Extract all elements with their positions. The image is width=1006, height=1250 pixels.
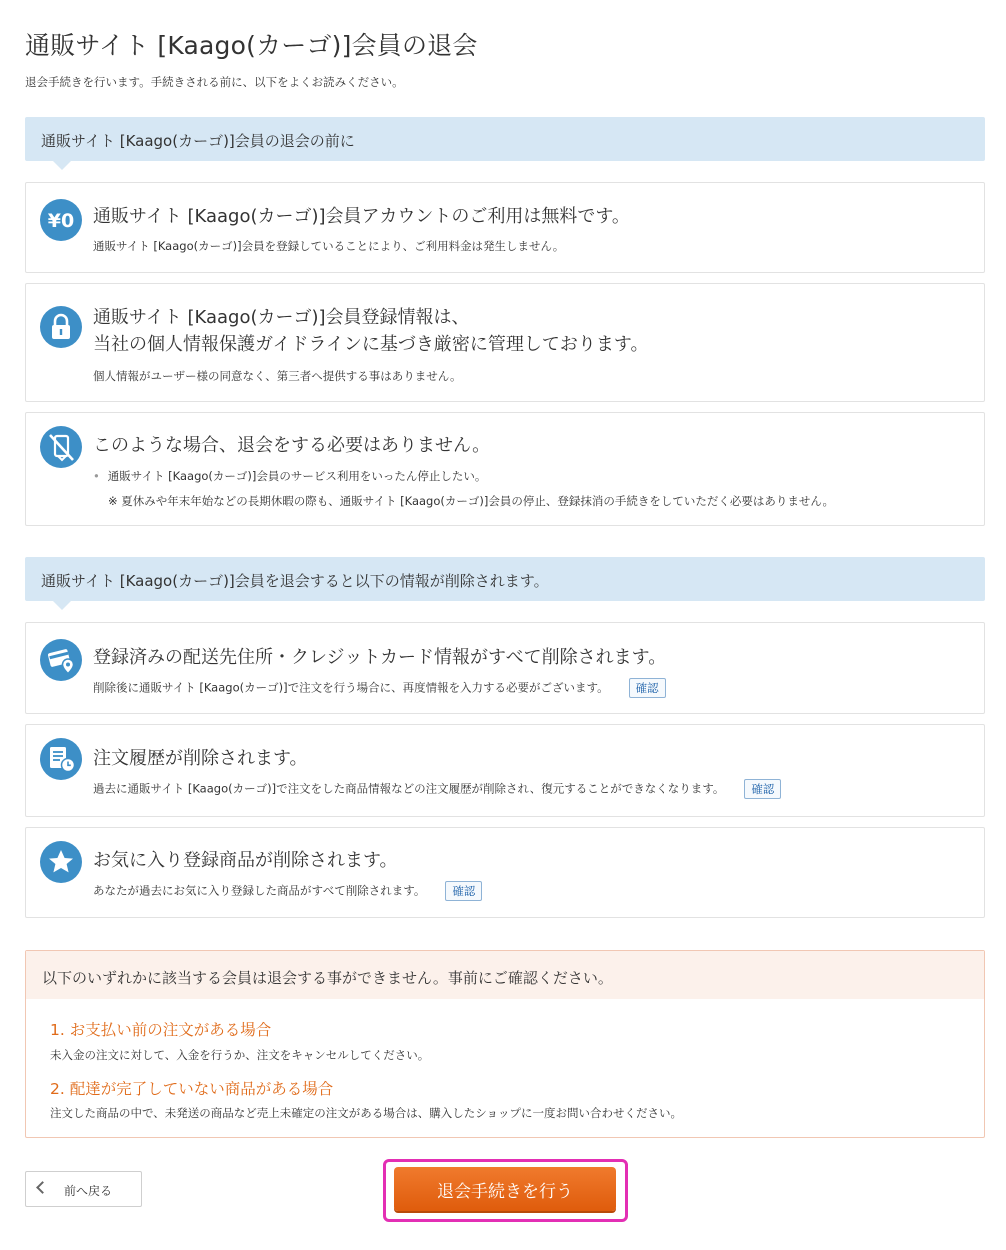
restriction-title: 2. 配達が完了していない商品がある場合 (50, 1080, 334, 1098)
card-address-icon (40, 639, 82, 681)
chevron-left-icon (36, 1181, 49, 1194)
confirm-order-history-button[interactable]: 確認 (744, 779, 781, 799)
section-deleted-info-header (25, 557, 985, 601)
card-description: 削除後に通販サイト [Kaago(カーゴ)]で注文を行う場合に、再度情報を入力する必要がございます。 (93, 680, 609, 695)
no-need-icon (40, 426, 82, 468)
withdraw-submit-button[interactable]: 退会手続きを行う (394, 1167, 616, 1211)
card-title: お気に入り登録商品が削除されます。 (93, 850, 398, 871)
section-before-withdrawal-header (25, 117, 985, 161)
card-description-row (93, 678, 666, 698)
card-title: 登録済みの配送先住所・クレジットカード情報がすべて削除されます。 (93, 647, 667, 668)
page-lead: 退会手続きを行います。手続きされる前に、以下をよくお読みください。 (25, 75, 404, 89)
withdrawal-restrictions-box (25, 950, 985, 1138)
card-order-history-deleted (25, 724, 985, 817)
card-title-line2: 当社の個人情報保護ガイドラインに基づき厳密に管理しております。 (93, 334, 649, 355)
order-history-icon (40, 738, 82, 780)
card-address-card-deleted (25, 622, 985, 714)
back-button[interactable] (25, 1171, 142, 1207)
card-bullet-text: 通販サイト [Kaago(カーゴ)]会員のサービス利用をいったん停止したい。 (107, 469, 487, 483)
section-heading: 通販サイト [Kaago(カーゴ)]会員の退会の前に (41, 132, 355, 150)
confirm-addresses-button[interactable]: 確認 (629, 678, 666, 698)
card-description: 通販サイト [Kaago(カーゴ)]会員を登録していることにより、ご利用料金は発生しません。 (93, 239, 565, 253)
back-button-label: 前へ戻る (64, 1184, 113, 1198)
section-pointer (53, 601, 71, 610)
section-pointer (53, 161, 71, 170)
lock-icon (40, 306, 82, 348)
card-privacy (25, 283, 985, 402)
card-description: 過去に通販サイト [Kaago(カーゴ)]で注文をした商品情報などの注文履歴が削除され、復元することができなくなります。 (93, 781, 725, 796)
card-title: このような場合、退会をする必要はありません。 (93, 435, 491, 456)
restriction-description: 未入金の注文に対して、入金を行うか、注文をキャンセルしてください。 (50, 1048, 430, 1062)
card-description-row (93, 779, 781, 799)
card-favorites-deleted (25, 827, 985, 918)
card-no-need (25, 412, 985, 526)
card-description-row (93, 881, 482, 901)
restriction-title: 1. お支払い前の注文がある場合 (50, 1021, 272, 1039)
confirm-favorites-button[interactable]: 確認 (445, 881, 482, 901)
card-title: 通販サイト [Kaago(カーゴ)]会員アカウントのご利用は無料です。 (93, 206, 630, 227)
card-bullet-item (93, 468, 486, 484)
page-title: 通販サイト [Kaago(カーゴ)]会員の退会 (25, 31, 478, 60)
restrictions-heading: 以下のいずれかに該当する会員は退会する事ができません。事前にご確認ください。 (42, 969, 613, 987)
restriction-description: 注文した商品の中で、未発送の商品など売上未確定の注文がある場合は、購入したショップに一度お問い合わせください。 (50, 1106, 683, 1120)
card-title-line1: 通販サイト [Kaago(カーゴ)]会員登録情報は、 (93, 307, 470, 328)
section-heading: 通販サイト [Kaago(カーゴ)]会員を退会すると以下の情報が削除されます。 (41, 572, 549, 590)
bullet-dot: • (93, 469, 100, 483)
card-free-account (25, 182, 985, 273)
card-description: 個人情報がユーザー様の同意なく、第三者へ提供する事はありません。 (93, 369, 462, 383)
card-title: 注文履歴が削除されます。 (93, 748, 308, 769)
restrictions-header (26, 951, 984, 999)
yen-zero-icon (40, 199, 82, 241)
star-icon (40, 841, 82, 883)
card-description: あなたが過去にお気に入り登録した商品がすべて削除されます。 (93, 883, 426, 898)
card-note: ※ 夏休みや年末年始などの長期休暇の際も、通販サイト [Kaago(カーゴ)]会員の停止、登録抹消の手続きをしていただく必要はありません。 (108, 494, 835, 508)
svg-text:¥0: ¥0 (47, 210, 75, 232)
